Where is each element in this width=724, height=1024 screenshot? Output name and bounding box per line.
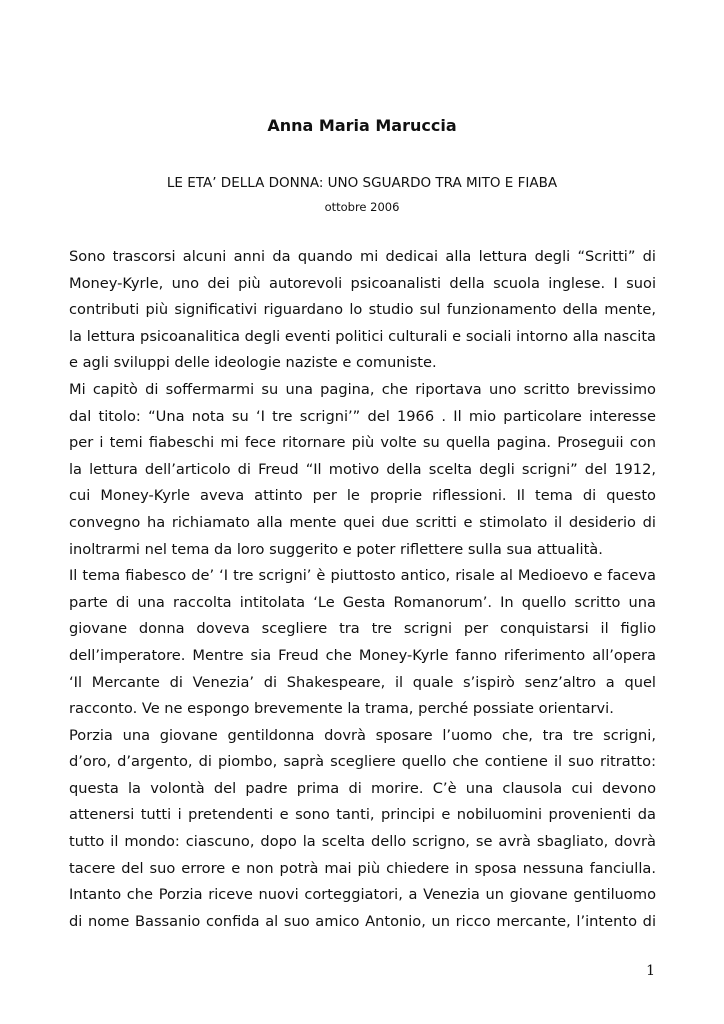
body-line: per i temi fiabeschi mi fece ritornare più volte su quella pagina. Proseguii con — [69, 434, 656, 452]
body-line: di nome Bassanio confida al suo amico Antonio, un ricco mercante, l’intento di — [69, 912, 656, 930]
body-line: racconto. Ve ne espongo brevemente la trama, perché possiate orientarvi. — [69, 700, 614, 718]
body-line: cui Money-Kyrle aveva attinto per le proprie riflessioni. Il tema di questo — [69, 487, 656, 505]
body-line: giovane donna doveva scegliere tra tre scrigni per conquistarsi il figlio — [69, 620, 656, 638]
body-line: attenersi tutti i pretendenti e sono tanti, principi e nobiluomini provenienti da — [69, 806, 656, 824]
body-line: inoltrarmi nel tema da loro suggerito e poter riflettere sulla sua attualità. — [69, 540, 603, 558]
page-number: 1 — [646, 963, 655, 979]
body-line: Money-Kyrle, uno dei più autorevoli psicoanalisti della scuola inglese. I suoi — [69, 274, 656, 292]
body-line: dell’imperatore. Mentre sia Freud che Money-Kyrle fanno riferimento all’opera — [69, 646, 656, 664]
body-line: Mi capitò di soffermarmi su una pagina, che riportava uno scritto brevissimo — [69, 380, 656, 398]
body-line: e agli sviluppi delle ideologie naziste e comuniste. — [69, 354, 437, 372]
body-line: parte di una raccolta intitolata ‘Le Gesta Romanorum’. In quello scritto una — [69, 593, 656, 611]
body-line: tacere del suo errore e non potrà mai più chiedere in sposa nessuna fanciulla. — [69, 859, 656, 877]
body-line: Il tema fiabesco de’ ‘I tre scrigni’ è piuttosto antico, risale al Medioevo e faceva — [69, 567, 656, 585]
document-title: LE ETA’ DELLA DONNA: UNO SGUARDO TRA MITO E FIABA — [166, 175, 558, 191]
author-name: Anna Maria Maruccia — [267, 116, 457, 135]
body-line: contributi più significativi riguardano lo studio sul funzionamento della mente, — [69, 301, 656, 319]
body-line: convegno ha richiamato alla mente quei due scritti e stimolato il desiderio di — [69, 513, 656, 531]
document-date: ottobre 2006 — [324, 200, 400, 214]
body-text — [69, 244, 656, 935]
body-line: la lettura dell’articolo di Freud “Il motivo della scelta degli scrigni” del 1912, — [69, 460, 656, 478]
body-line: Sono trascorsi alcuni anni da quando mi dedicai alla lettura degli “Scritti” di — [69, 248, 656, 265]
body-line: Intanto che Porzia riceve nuovi corteggiatori, a Venezia un giovane gentiluomo — [69, 886, 656, 904]
body-line: la lettura psicoanalitica degli eventi politici culturali e sociali intorno alla nascita — [69, 327, 656, 345]
body-line: questa la volontà del padre prima di morire. C’è una clausola cui devono — [69, 779, 656, 797]
body-line: dal titolo: “Una nota su ‘I tre scrigni’” del 1966 . Il mio particolare interesse — [69, 407, 656, 425]
body-line: tutto il mondo: ciascuno, dopo la scelta dello scrigno, se avrà sbagliato, dovrà — [69, 833, 656, 851]
body-line: d’oro, d’argento, di piombo, saprà scegliere quello che contiene il suo ritratto: — [69, 753, 656, 771]
body-line: Porzia una giovane gentildonna dovrà sposare l’uomo che, tra tre scrigni, — [69, 726, 656, 744]
body-line: ‘Il Mercante di Venezia’ di Shakespeare, il quale s’ispirò senz’altro a quel — [69, 673, 656, 691]
